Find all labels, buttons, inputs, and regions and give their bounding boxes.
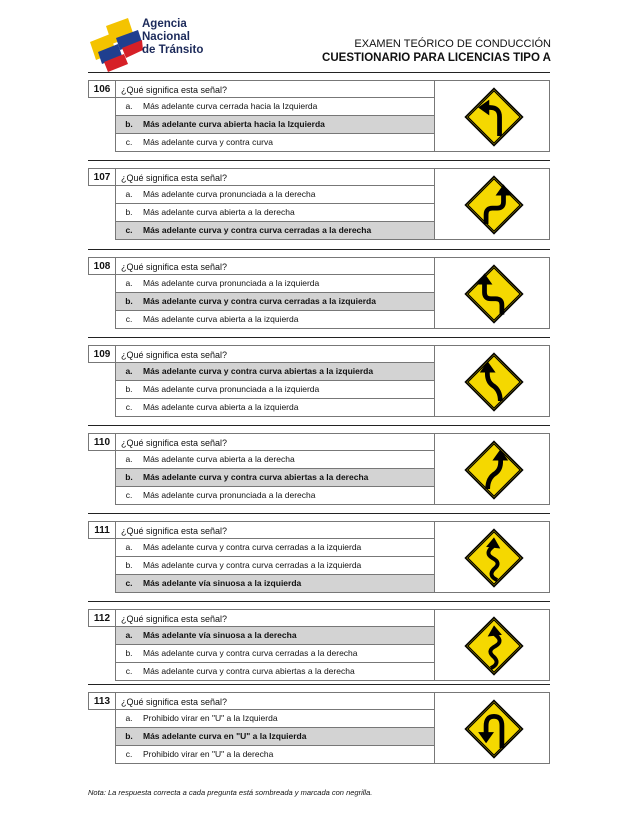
reverse-curve-right-open-icon <box>456 432 532 508</box>
sign-cell <box>435 345 550 417</box>
option-text: Más adelante curva pronunciada a la derecha <box>143 490 316 500</box>
footnote: Nota: La respuesta correcta a cada pregunta está sombreada y marcada con negrilla. <box>88 788 373 797</box>
answer-option <box>115 204 435 222</box>
option-text: Más adelante curva abierta a la derecha <box>143 454 295 464</box>
section-divider <box>88 684 550 685</box>
option-text: Más adelante curva y contra curva <box>143 137 273 147</box>
option-text: Más adelante curva cerrada hacia la Izquierda <box>143 101 318 111</box>
exam-title: EXAMEN TEÓRICO DE CONDUCCIÓN <box>354 38 551 50</box>
question-block <box>88 433 550 505</box>
question-text: ¿Qué significa esta señal? <box>115 168 435 186</box>
answer-option <box>115 663 435 681</box>
u-turn-icon <box>456 691 532 767</box>
section-divider <box>88 601 550 602</box>
answer-option <box>115 539 435 557</box>
option-text: Prohibido virar en "U" a la Izquierda <box>143 713 278 723</box>
sign-cell <box>435 521 550 593</box>
answer-option <box>115 487 435 505</box>
answer-option <box>115 746 435 764</box>
option-letter: b. <box>125 207 133 217</box>
option-letter: a. <box>125 366 133 376</box>
agency-name: Agencia Nacional de Tránsito <box>142 18 204 56</box>
question-number: 112 <box>88 609 115 627</box>
sign-cell <box>435 80 550 152</box>
answer-option <box>115 222 435 240</box>
option-text: Más adelante curva abierta a la derecha <box>143 207 295 217</box>
answer-option <box>115 557 435 575</box>
answer-option <box>115 627 435 645</box>
winding-road-right-icon <box>456 608 532 684</box>
curve-left-sharp-icon <box>456 79 532 155</box>
answer-option <box>115 469 435 487</box>
option-letter: a. <box>125 713 133 723</box>
question-text: ¿Qué significa esta señal? <box>115 345 435 363</box>
option-letter: b. <box>125 731 133 741</box>
option-letter: a. <box>125 189 133 199</box>
header-divider <box>88 72 550 73</box>
option-letter: c. <box>125 578 133 588</box>
question-number: 110 <box>88 433 115 451</box>
question-number: 109 <box>88 345 115 363</box>
option-letter: a. <box>125 630 133 640</box>
question-block <box>88 521 550 593</box>
question-block <box>88 168 550 240</box>
option-text: Más adelante curva abierta hacia la Izquierda <box>143 119 325 129</box>
reverse-curve-left-sharp-icon <box>456 256 532 332</box>
answer-option <box>115 710 435 728</box>
answer-option <box>115 186 435 204</box>
option-letter: a. <box>125 542 133 552</box>
option-letter: b. <box>125 560 133 570</box>
option-letter: c. <box>125 402 133 412</box>
option-letter: c. <box>125 490 133 500</box>
option-text: Más adelante vía sinuosa a la derecha <box>143 630 297 640</box>
option-letter: b. <box>125 384 133 394</box>
option-text: Más adelante curva abierta a la izquierda <box>143 314 299 324</box>
question-text: ¿Qué significa esta señal? <box>115 609 435 627</box>
option-letter: a. <box>125 454 133 464</box>
answer-option <box>115 363 435 381</box>
section-divider <box>88 160 550 161</box>
option-letter: c. <box>125 225 133 235</box>
option-text: Más adelante curva y contra curva cerradas a la derecha <box>143 648 358 658</box>
answer-option <box>115 451 435 469</box>
option-letter: c. <box>125 666 133 676</box>
section-divider <box>88 513 550 514</box>
option-text: Prohibido virar en "U" a la derecha <box>143 749 274 759</box>
sign-cell <box>435 257 550 329</box>
option-text: Más adelante curva en "U" a la Izquierda <box>143 731 307 741</box>
sign-cell <box>435 168 550 240</box>
option-text: Más adelante curva y contra curva abiertas a la izquierda <box>143 366 374 376</box>
question-block <box>88 80 550 152</box>
option-letter: c. <box>125 749 133 759</box>
question-number: 107 <box>88 168 115 186</box>
option-letter: c. <box>125 314 133 324</box>
section-divider <box>88 249 550 250</box>
option-letter: b. <box>125 472 133 482</box>
question-block <box>88 692 550 764</box>
answer-option <box>115 98 435 116</box>
answer-option <box>115 134 435 152</box>
option-text: Más adelante curva pronunciada a la izquierda <box>143 384 320 394</box>
answer-option <box>115 116 435 134</box>
section-divider <box>88 337 550 338</box>
option-text: Más adelante curva y contra curva cerradas a la derecha <box>143 225 372 235</box>
question-text: ¿Qué significa esta señal? <box>115 80 435 98</box>
option-letter: a. <box>125 278 133 288</box>
answer-option <box>115 293 435 311</box>
question-number: 113 <box>88 692 115 710</box>
question-text: ¿Qué significa esta señal? <box>115 692 435 710</box>
question-block <box>88 257 550 329</box>
winding-road-left-icon <box>456 520 532 596</box>
option-letter: a. <box>125 101 133 111</box>
option-text: Más adelante curva abierta a la izquierda <box>143 402 299 412</box>
sign-cell <box>435 433 550 505</box>
question-number: 106 <box>88 80 115 98</box>
section-divider <box>88 425 550 426</box>
answer-option <box>115 275 435 293</box>
question-block <box>88 345 550 417</box>
reverse-curve-left-open-icon <box>456 344 532 420</box>
answer-option <box>115 645 435 663</box>
question-text: ¿Qué significa esta señal? <box>115 257 435 275</box>
option-text: Más adelante curva y contra curva abiertas a la derecha <box>143 666 355 676</box>
question-text: ¿Qué significa esta señal? <box>115 521 435 539</box>
option-text: Más adelante vía sinuosa a la izquierda <box>143 578 302 588</box>
questionnaire-title: CUESTIONARIO PARA LICENCIAS TIPO A <box>322 52 551 64</box>
option-text: Más adelante curva y contra curva cerradas a la izquierda <box>143 542 362 552</box>
reverse-curve-right-sharp-icon <box>456 167 532 243</box>
option-text: Más adelante curva y contra curva cerradas a la izquierda <box>143 560 362 570</box>
question-block <box>88 609 550 681</box>
question-number: 111 <box>88 521 115 539</box>
answer-option <box>115 311 435 329</box>
option-text: Más adelante curva pronunciada a la izquierda <box>143 278 320 288</box>
question-number: 108 <box>88 257 115 275</box>
question-text: ¿Qué significa esta señal? <box>115 433 435 451</box>
answer-option <box>115 575 435 593</box>
option-text: Más adelante curva pronunciada a la derecha <box>143 189 316 199</box>
option-text: Más adelante curva y contra curva abiertas a la derecha <box>143 472 369 482</box>
option-letter: c. <box>125 137 133 147</box>
sign-cell <box>435 609 550 681</box>
answer-option <box>115 728 435 746</box>
answer-option <box>115 399 435 417</box>
answer-option <box>115 381 435 399</box>
option-letter: b. <box>125 648 133 658</box>
option-text: Más adelante curva y contra curva cerradas a la izquierda <box>143 296 376 306</box>
sign-cell <box>435 692 550 764</box>
option-letter: b. <box>125 119 133 129</box>
option-letter: b. <box>125 296 133 306</box>
